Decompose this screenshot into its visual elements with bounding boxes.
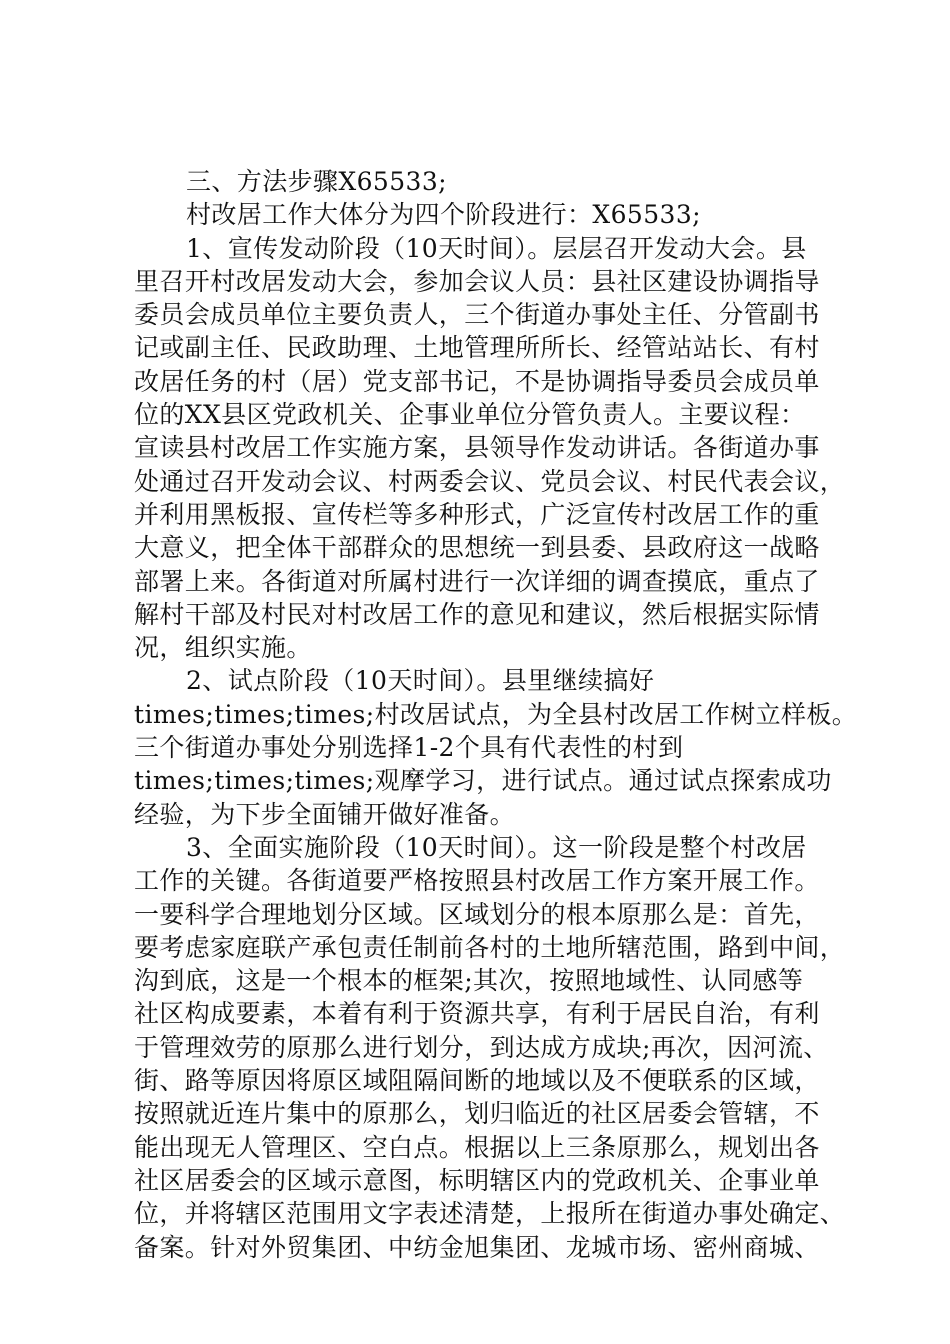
text-line: 处通过召开发动会议、村两委会议、党员会议、村民代表会议， — [134, 466, 846, 496]
document-body — [134, 165, 858, 1264]
text-line: 况，组织实施。 — [134, 633, 312, 663]
text-line: 于管理效劳的原那么进行划分，到达成方成块;再次，因河流、 — [134, 1032, 829, 1062]
text-line: 改居任务的村（居）党支部书记，不是协调指导委员会成员单 — [134, 366, 820, 396]
text-line: 里召开村改居发动大会，参加会议人员：县社区建设协调指导 — [134, 266, 820, 296]
text-line: 村改居工作大体分为四个阶段进行：X65533; — [186, 200, 701, 230]
text-line: 社区构成要素，本着有利于资源共享，有利于居民自治，有利 — [134, 999, 820, 1029]
text-line: 备案。针对外贸集团、中纺金旭集团、龙城市场、密州商城、 — [134, 1232, 820, 1262]
text-line: 经验，为下步全面铺开做好准备。 — [134, 799, 516, 829]
text-line: 2、试点阶段（10天时间）。县里继续搞好 — [186, 666, 655, 696]
text-line: 解村干部及村民对村改居工作的意见和建议，然后根据实际情 — [134, 599, 820, 629]
text-line: 沟到底，这是一个根本的框架;其次，按照地域性、认同感等 — [134, 966, 804, 996]
text-line: 按照就近连片集中的原那么，划归临近的社区居委会管辖，不 — [134, 1099, 820, 1129]
text-line: 要考虑家庭联产承包责任制前各村的土地所辖范围，路到中间， — [134, 932, 846, 962]
text-line: 一要科学合理地划分区域。区域划分的根本原那么是：首先， — [134, 899, 820, 929]
text-line: 3、全面实施阶段（10天时间）。这一阶段是整个村改居 — [186, 832, 807, 862]
text-line: times;times;times;村改居试点，为全县村改居工作树立样板。 — [134, 699, 858, 729]
text-line: 三个街道办事处分别选择1-2个具有代表性的村到 — [134, 733, 684, 763]
text-line: 位的XX县区党政机关、企事业单位分管负责人。主要议程： — [134, 400, 806, 430]
text-line: 部署上来。各街道对所属村进行一次详细的调查摸底，重点了 — [134, 566, 820, 596]
text-line: 并利用黑板报、宣传栏等多种形式，广泛宣传村改居工作的重 — [134, 499, 820, 529]
text-line: times;times;times;观摩学习，进行试点。通过试点探索成功 — [134, 766, 832, 796]
text-line: 委员会成员单位主要负责人，三个街道办事处主任、分管副书 — [134, 300, 820, 330]
text-line: 能出现无人管理区、空白点。根据以上三条原那么，规划出各 — [134, 1132, 820, 1162]
text-line: 大意义，把全体干部群众的思想统一到县委、县政府这一战略 — [134, 533, 820, 563]
text-line: 1、宣传发动阶段（10天时间）。层层召开发动大会。县 — [186, 233, 807, 263]
text-line: 社区居委会的区域示意图，标明辖区内的党政机关、企事业单 — [134, 1165, 820, 1195]
text-line: 三、方法步骤X65533; — [186, 167, 447, 196]
text-line: 工作的关键。各街道要严格按照县村改居工作方案开展工作。 — [134, 866, 820, 896]
text-line: 位，并将辖区范围用文字表述清楚，上报所在街道办事处确定、 — [134, 1199, 846, 1229]
text-line: 街、路等原因将原区域阻隔间断的地域以及不便联系的区域， — [134, 1066, 820, 1096]
text-line: 宣读县村改居工作实施方案，县领导作发动讲话。各街道办事 — [134, 433, 820, 463]
text-line: 记或副主任、民政助理、土地管理所所长、经管站站长、有村 — [134, 333, 820, 363]
